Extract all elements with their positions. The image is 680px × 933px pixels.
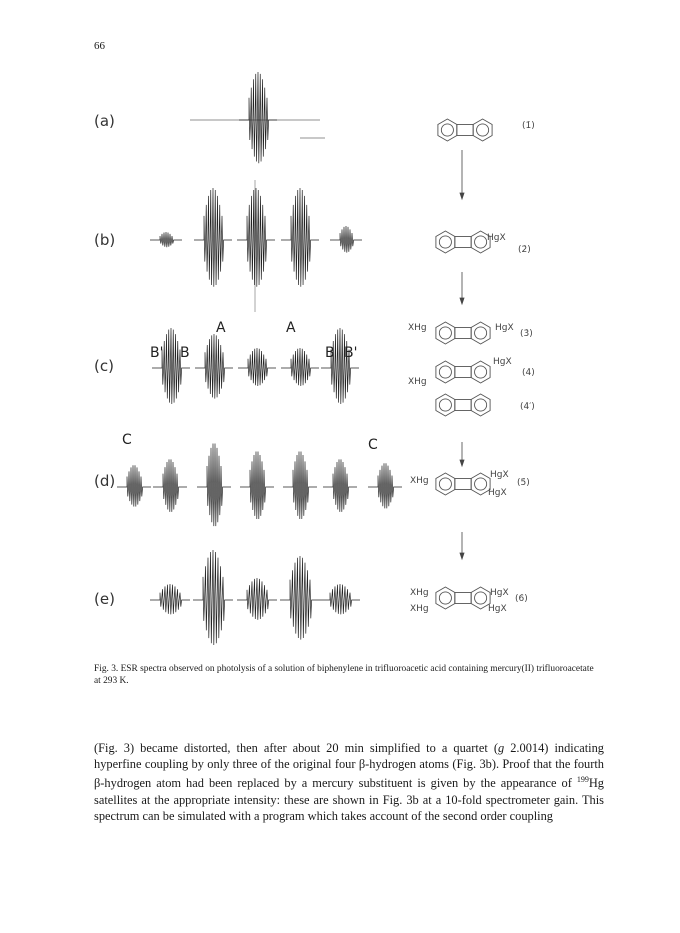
- spectrum-line-c-2: [195, 334, 233, 399]
- g-factor-symbol: g: [497, 741, 505, 755]
- structure-label-hgx-e2: HgX: [488, 604, 507, 614]
- structure-5: [436, 473, 490, 495]
- structure-4-prime: [436, 394, 490, 416]
- structure-label-xhg-c2: XHg: [408, 377, 427, 387]
- molecule-structures: [436, 119, 492, 609]
- spectrum-line-e-3: [237, 578, 277, 620]
- structure-label-xhg-d: XHg: [410, 476, 429, 486]
- spectrum-line-d-5: [283, 451, 317, 519]
- page-number: 66: [94, 40, 105, 52]
- panel-label-a: (a): [94, 112, 115, 130]
- compound-label-3: (3̇): [520, 329, 533, 339]
- structure-label-hgx-d1: HgX: [490, 470, 509, 480]
- peak-label-c-left: C: [122, 432, 132, 448]
- body-text-part-3: Hg satellites at the appropriate intensity: these are shown in Fig. 3b at a 10-fold spectrometer gain. This spectrum can be simulated with a program which takes account of the second order coupling: [94, 776, 604, 823]
- panel-label-e: (e): [94, 590, 115, 608]
- structure-label-xhg-e1: XHg: [410, 588, 429, 598]
- spectrum-line-b-3: [237, 188, 275, 287]
- structure-label-hgx-b: HgX: [487, 233, 506, 243]
- spectrum-line-b-2: [194, 188, 232, 287]
- peak-label-c-right: C: [368, 437, 378, 453]
- spectrum-line-d-4: [240, 451, 274, 519]
- spectrum-line-b-4: [281, 188, 319, 287]
- structure-6: [436, 587, 490, 609]
- spectrum-line-e-4: [280, 556, 320, 640]
- body-text-part-2: 2.0014) indicating hyperfine coupling by only three of the original four β-hydrogen atoms (Fig. 3b). Proof that the fourth β-hydrogen atom had been replaced by a mercury substituent is given by the appearance of: [94, 741, 604, 791]
- panel-label-b: (b): [94, 231, 116, 249]
- structure-1: [438, 119, 492, 141]
- compound-label-1: (1̇): [522, 121, 535, 131]
- spectrum-line-e-5: [320, 584, 360, 614]
- structure-4: [436, 361, 490, 383]
- structure-label-hgx-e1: HgX: [490, 588, 509, 598]
- spectrum-line-c-1: [152, 328, 190, 404]
- structure-label-hgx-c1: HgX: [495, 323, 514, 333]
- figure-caption: [94, 663, 600, 687]
- compound-label-4: (4̇): [522, 368, 535, 378]
- peak-label-b-left: B: [180, 345, 190, 361]
- peak-label-a-right: A: [286, 320, 296, 336]
- spectrum-line-d-6: [323, 459, 357, 512]
- peak-label-a-left: A: [216, 320, 226, 336]
- peak-label-b-prime-left: B': [150, 345, 164, 361]
- spectrum-line-c-3: [238, 348, 276, 386]
- reaction-arrows: [460, 150, 464, 559]
- spectrum-line-b-5: [330, 226, 362, 253]
- peak-label-b-prime-right: B': [344, 345, 358, 361]
- structure-label-xhg-e2: XHg: [410, 604, 429, 614]
- structure-label-hgx-d2: HgX: [488, 488, 507, 498]
- isotope-mass-number: 199: [576, 775, 589, 785]
- spectrum-line-d-1: [117, 465, 151, 506]
- spectrum-line-d-3: [197, 444, 231, 527]
- body-paragraph: [94, 740, 604, 824]
- structure-2: [436, 231, 490, 253]
- spectrum-line-e-2: [193, 550, 233, 645]
- structure-label-xhg-c1: XHg: [408, 323, 427, 333]
- caption-text: ESR spectra observed on photolysis of a solution of biphenylene in trifluoroacetic acid containing mercury(II) trifluoroacetate at 293 K.: [94, 664, 594, 686]
- panel-label-c: (c): [94, 357, 114, 375]
- structure-3: [436, 322, 490, 344]
- body-text-part-1: (Fig. 3) became distorted, then after about 20 min simplified to a quartet (: [94, 741, 498, 755]
- spectrum-line-d-7: [368, 463, 402, 508]
- spectrum-line-d-2: [153, 459, 187, 512]
- compound-label-2: (2̇): [518, 245, 531, 255]
- spectrum-line-c-5: [321, 328, 359, 404]
- peak-label-b-right: B: [325, 345, 335, 361]
- caption-prefix: Fig. 3.: [94, 664, 119, 674]
- spectrum-line-b-1: [150, 232, 182, 247]
- compound-label-6: (6̇): [515, 594, 528, 604]
- spectrum-line-e-1: [150, 584, 190, 614]
- spectrum-line-c-4: [281, 348, 319, 386]
- spectrum-line-a: [239, 72, 277, 163]
- compound-label-5: (5̇): [517, 478, 530, 488]
- structure-label-hgx-c2: HgX: [493, 357, 512, 367]
- panel-label-d: (d): [94, 472, 116, 490]
- compound-label-4-prime: (4̇′): [520, 402, 535, 412]
